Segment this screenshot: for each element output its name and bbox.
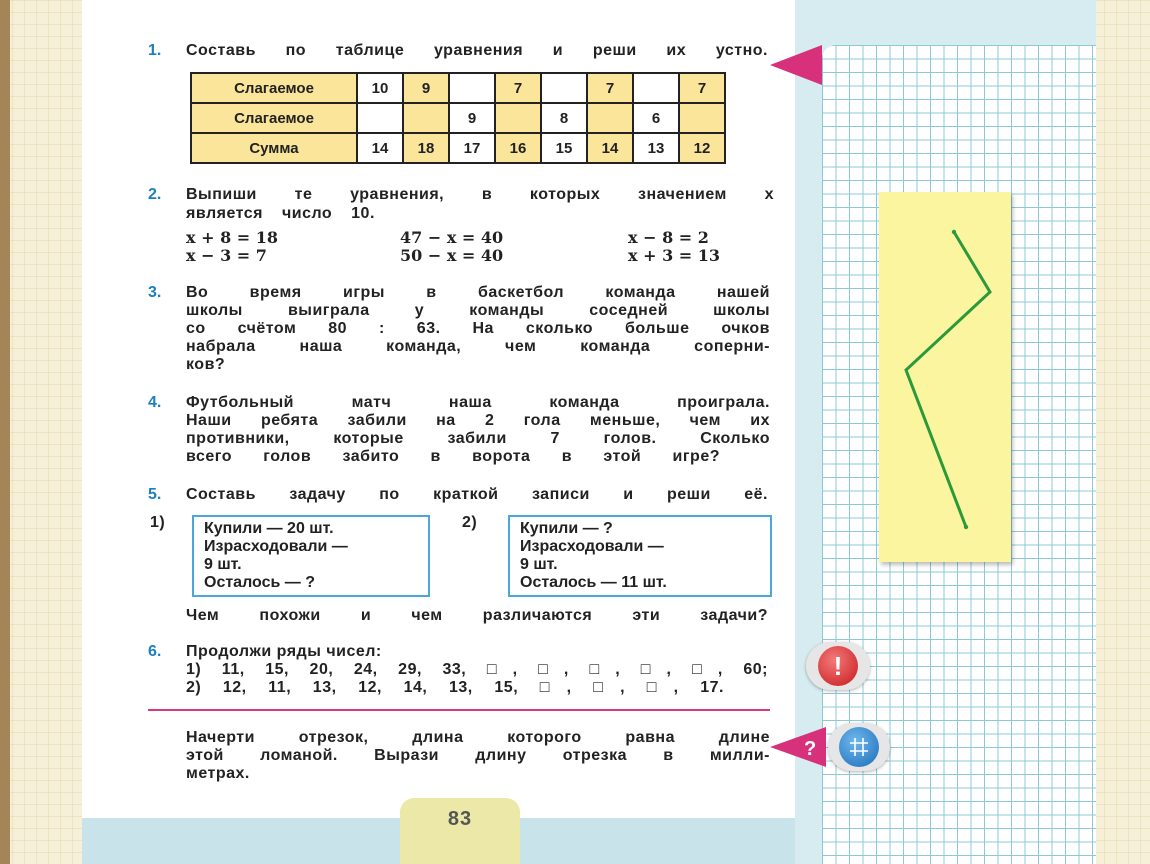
warning-badge[interactable] [806, 642, 870, 690]
bonus-line: этой ломаной. Вырази длину отрезка в милли- [186, 747, 770, 764]
task-3-line: ков? [186, 356, 226, 373]
row-label: Слагаемое [191, 73, 357, 103]
table-cell: 7 [495, 73, 541, 103]
table-cell: 10 [357, 73, 403, 103]
box-2-label: 2) [462, 514, 478, 531]
table-cell: 13 [633, 133, 679, 163]
task-3-line: школы выиграла у команды соседней школы [186, 302, 770, 319]
table-cell: 16 [495, 133, 541, 163]
box-1-label: 1) [150, 514, 166, 531]
sum-table [190, 72, 726, 164]
note-line: Осталось — ? [204, 574, 315, 591]
table-row [191, 133, 725, 163]
task-4-line: Футбольный матч наша команда проиграла. [186, 394, 770, 411]
equation: x + 3 = 13 [628, 246, 721, 265]
task-6-text: Продолжи ряды чисел: [186, 643, 382, 660]
table-row [191, 103, 725, 133]
equation: x − 3 = 7 [186, 246, 267, 265]
task-3-line: набрала наша команда, чем команда соперни- [186, 338, 770, 355]
note-line: 9 шт. [520, 556, 558, 573]
task-4-line: Наши ребята забили на 2 гола меньше, чем их [186, 412, 770, 429]
equation: x + 8 = 18 [186, 228, 279, 247]
table-cell [449, 73, 495, 103]
right-margin [1096, 0, 1150, 864]
table-cell [633, 73, 679, 103]
grid-badge[interactable] [828, 723, 890, 771]
table-cell [403, 103, 449, 133]
task-4-line: противники, которые забили 7 голов. Сколько [186, 430, 770, 447]
note-line: Израсходовали — [204, 538, 348, 555]
table-cell [679, 103, 725, 133]
polyline-card [879, 192, 1011, 562]
task-2-line-1: Выпиши те уравнения, в которых значением x [186, 186, 774, 203]
task-5-number: 5. [148, 486, 162, 503]
polyline-figure [879, 192, 1011, 562]
short-note-box-1 [192, 515, 430, 597]
task-1-number: 1. [148, 42, 162, 59]
bonus-line: метрах. [186, 765, 250, 782]
table-cell: 7 [679, 73, 725, 103]
note-line: Купили — 20 шт. [204, 520, 334, 537]
table-cell: 15 [541, 133, 587, 163]
task-3-number: 3. [148, 284, 162, 301]
row-label: Слагаемое [191, 103, 357, 133]
table-cell [541, 73, 587, 103]
book-spine [0, 0, 10, 864]
exclamation-icon: ! [818, 646, 858, 686]
number-row-1: 1) 11, 15, 20, 24, 29, 33, □, □, □, □, □, 60; [186, 661, 768, 678]
table-cell: 17 [449, 133, 495, 163]
table-cell: 12 [679, 133, 725, 163]
note-line: Осталось — 11 шт. [520, 574, 667, 591]
table-cell: 7 [587, 73, 633, 103]
equation: 47 − x = 40 [400, 228, 504, 247]
pointer-marker-icon [770, 45, 822, 85]
section-divider [148, 709, 770, 711]
task-4-number: 4. [148, 394, 162, 411]
note-line: Израсходовали — [520, 538, 664, 555]
task-6-number: 6. [148, 643, 162, 660]
table-row [191, 73, 725, 103]
table-cell: 6 [633, 103, 679, 133]
table-cell: 8 [541, 103, 587, 133]
table-cell: 9 [403, 73, 449, 103]
note-line: Купили — ? [520, 520, 613, 537]
equation: x − 8 = 2 [628, 228, 709, 247]
table-cell: 18 [403, 133, 449, 163]
grid-icon [839, 727, 879, 767]
task-2-number: 2. [148, 186, 162, 203]
question-icon: ? [804, 738, 817, 760]
table-cell: 14 [587, 133, 633, 163]
task-5-question: Чем похожи и чем различаются эти задачи? [186, 607, 768, 624]
note-line: 9 шт. [204, 556, 242, 573]
task-4-line: всего голов забито в ворота в этой игре? [186, 448, 720, 465]
left-margin [10, 0, 82, 864]
task-3-line: Во время игры в баскетбол команда нашей [186, 284, 770, 301]
equation: 50 − x = 40 [400, 246, 504, 265]
table-cell [587, 103, 633, 133]
bonus-line: Начерти отрезок, длина которого равна длине [186, 729, 770, 746]
task-2-line-2: является число 10. [186, 205, 375, 222]
task-5-text: Составь задачу по краткой записи и реши её. [186, 486, 768, 503]
row-label: Сумма [191, 133, 357, 163]
number-row-2: 2) 12, 11, 13, 12, 14, 13, 15, □, □, □, 17. [186, 679, 724, 696]
task-1-text: Составь по таблице уравнения и реши их устно. [186, 42, 768, 59]
question-marker-icon [770, 727, 826, 767]
table-cell [495, 103, 541, 133]
table-cell: 14 [357, 133, 403, 163]
table-cell [357, 103, 403, 133]
table-cell: 9 [449, 103, 495, 133]
short-note-box-2 [508, 515, 772, 597]
page-number: 83 [447, 808, 473, 830]
task-3-line: со счётом 80 : 63. На сколько больше очков [186, 320, 770, 337]
